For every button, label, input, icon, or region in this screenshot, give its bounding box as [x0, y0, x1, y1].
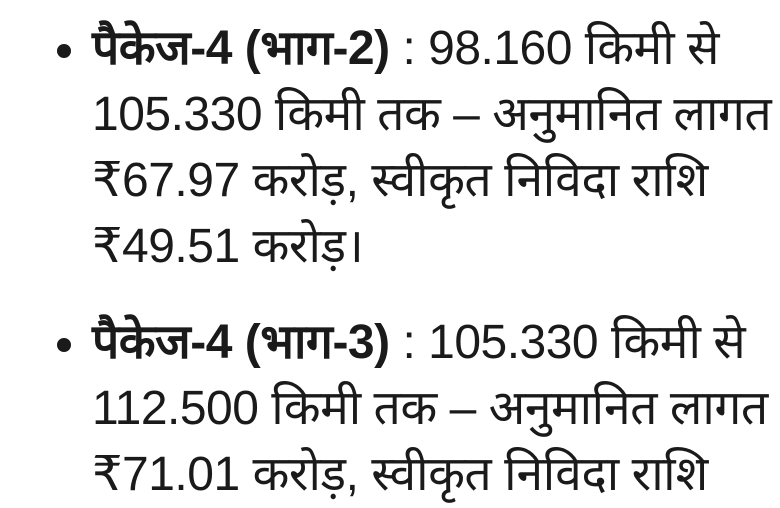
item-text-line: ₹71.01 करोड़, स्वीकृत निविदा राशि	[92, 448, 708, 501]
bullet-icon	[57, 338, 71, 352]
package-details-start: : 105.330 किमी से	[389, 316, 746, 369]
item-text-line	[92, 16, 717, 82]
item-text-line: 112.500 किमी तक – अनुमानित लागत	[92, 382, 768, 435]
package-details-start: : 98.160 किमी से	[389, 22, 719, 75]
package-label: पैकेज-4 (भाग-3)	[92, 316, 390, 369]
package-label: पैकेज-4 (भाग-2)	[92, 22, 390, 75]
item-text-line: ₹67.97 करोड़, स्वीकृत निविदा राशि	[92, 154, 708, 207]
list-item	[57, 16, 772, 280]
item-text-line: 105.330 किमी तक – अनुमानित लागत	[92, 88, 772, 141]
item-text-line: ₹49.51 करोड़।	[92, 220, 364, 273]
bullet-icon	[57, 44, 71, 58]
list-item	[57, 310, 768, 508]
item-text-line	[92, 310, 746, 376]
